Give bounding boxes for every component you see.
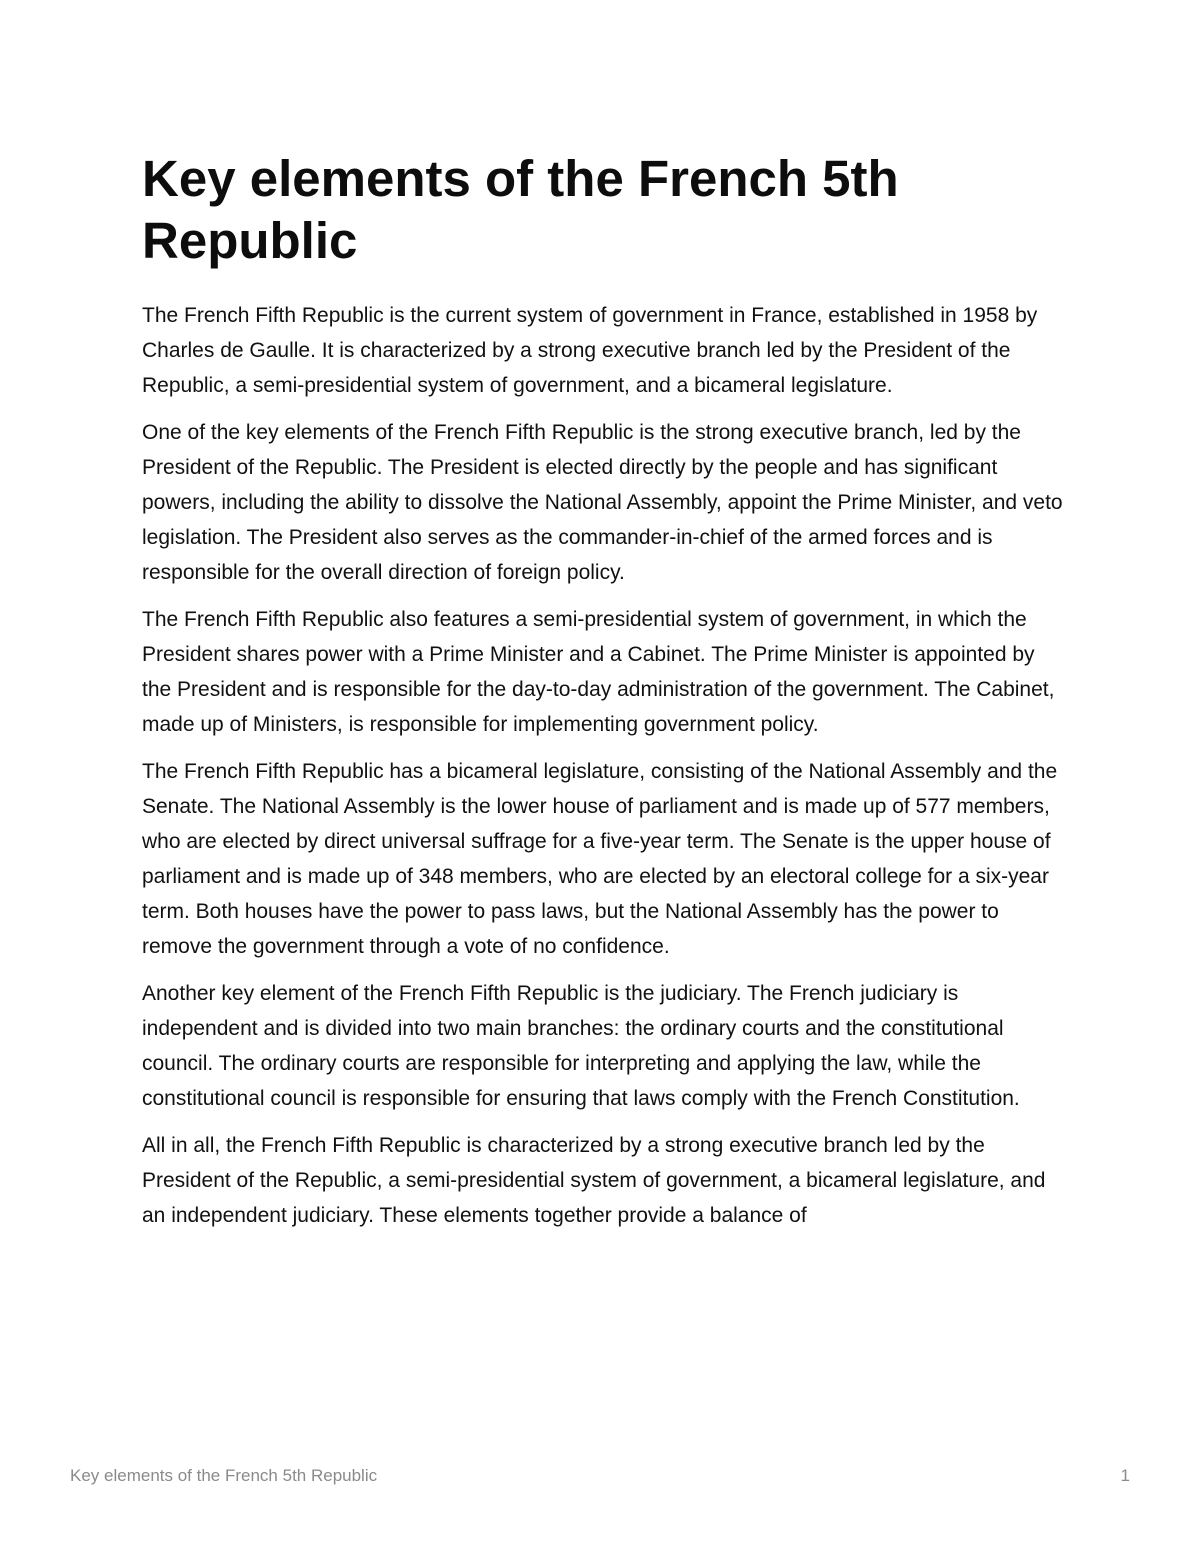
paragraph-executive: One of the key elements of the French Fifth Republic is the strong executive branch, led by the President of the Republic. The President is elected directly by the people and has significant powers, including the ability to dissolve the National Assembly, appoint the Prime Minister, and veto legislation. The President also serves as the commander-in-chief of the armed forces and is responsible for the overall direction of foreign policy. <box>142 421 1063 584</box>
paragraph-intro: The French Fifth Republic is the current system of government in France, established in 1958 by Charles de Gaulle. It is characterized by a strong executive branch led by the President of the Republic, a semi-presidential system of government, and a bicameral legislature. <box>142 304 1038 397</box>
footer-title: Key elements of the French 5th Republic <box>70 1466 378 1485</box>
paragraph-semi-presidential: The French Fifth Republic also features a semi-presidential system of government, in which the President shares power with a Prime Minister and a Cabinet. The Prime Minister is appointed by the President and is responsible for the day-to-day administration of the government. The Cabinet, made up of Ministers, is responsible for implementing government policy. <box>142 608 1055 736</box>
paragraph-judiciary: Another key element of the French Fifth Republic is the judiciary. The French judiciary is independent and is divided into two main branches: the ordinary courts and the constitutional council. The ordinary courts are responsible for interpreting and applying the law, while the constitutional council is responsible for ensuring that laws comply with the French Constitution. <box>142 982 1020 1110</box>
document-body <box>142 148 1067 1245</box>
paragraph-legislature: The French Fifth Republic has a bicameral legislature, consisting of the National Assembly and the Senate. The National Assembly is the lower house of parliament and is made up of 577 members, who are elected by direct universal suffrage for a five-year term. The Senate is the upper house of parliament and is made up of 348 members, who are elected by an electoral college for a six-year term. Both houses have the power to pass laws, but the National Assembly has the power to remove the government through a vote of no confidence. <box>142 760 1058 958</box>
document-title: Key elements of the French 5th Republic <box>142 150 899 269</box>
paragraph-conclusion: All in all, the French Fifth Republic is characterized by a strong executive branch led by the President of the Republic, a semi-presidential system of government, a bicameral legislature, and an independent judiciary. These elements together provide a balance of <box>142 1134 1046 1227</box>
page-number: 1 <box>1120 1466 1130 1485</box>
